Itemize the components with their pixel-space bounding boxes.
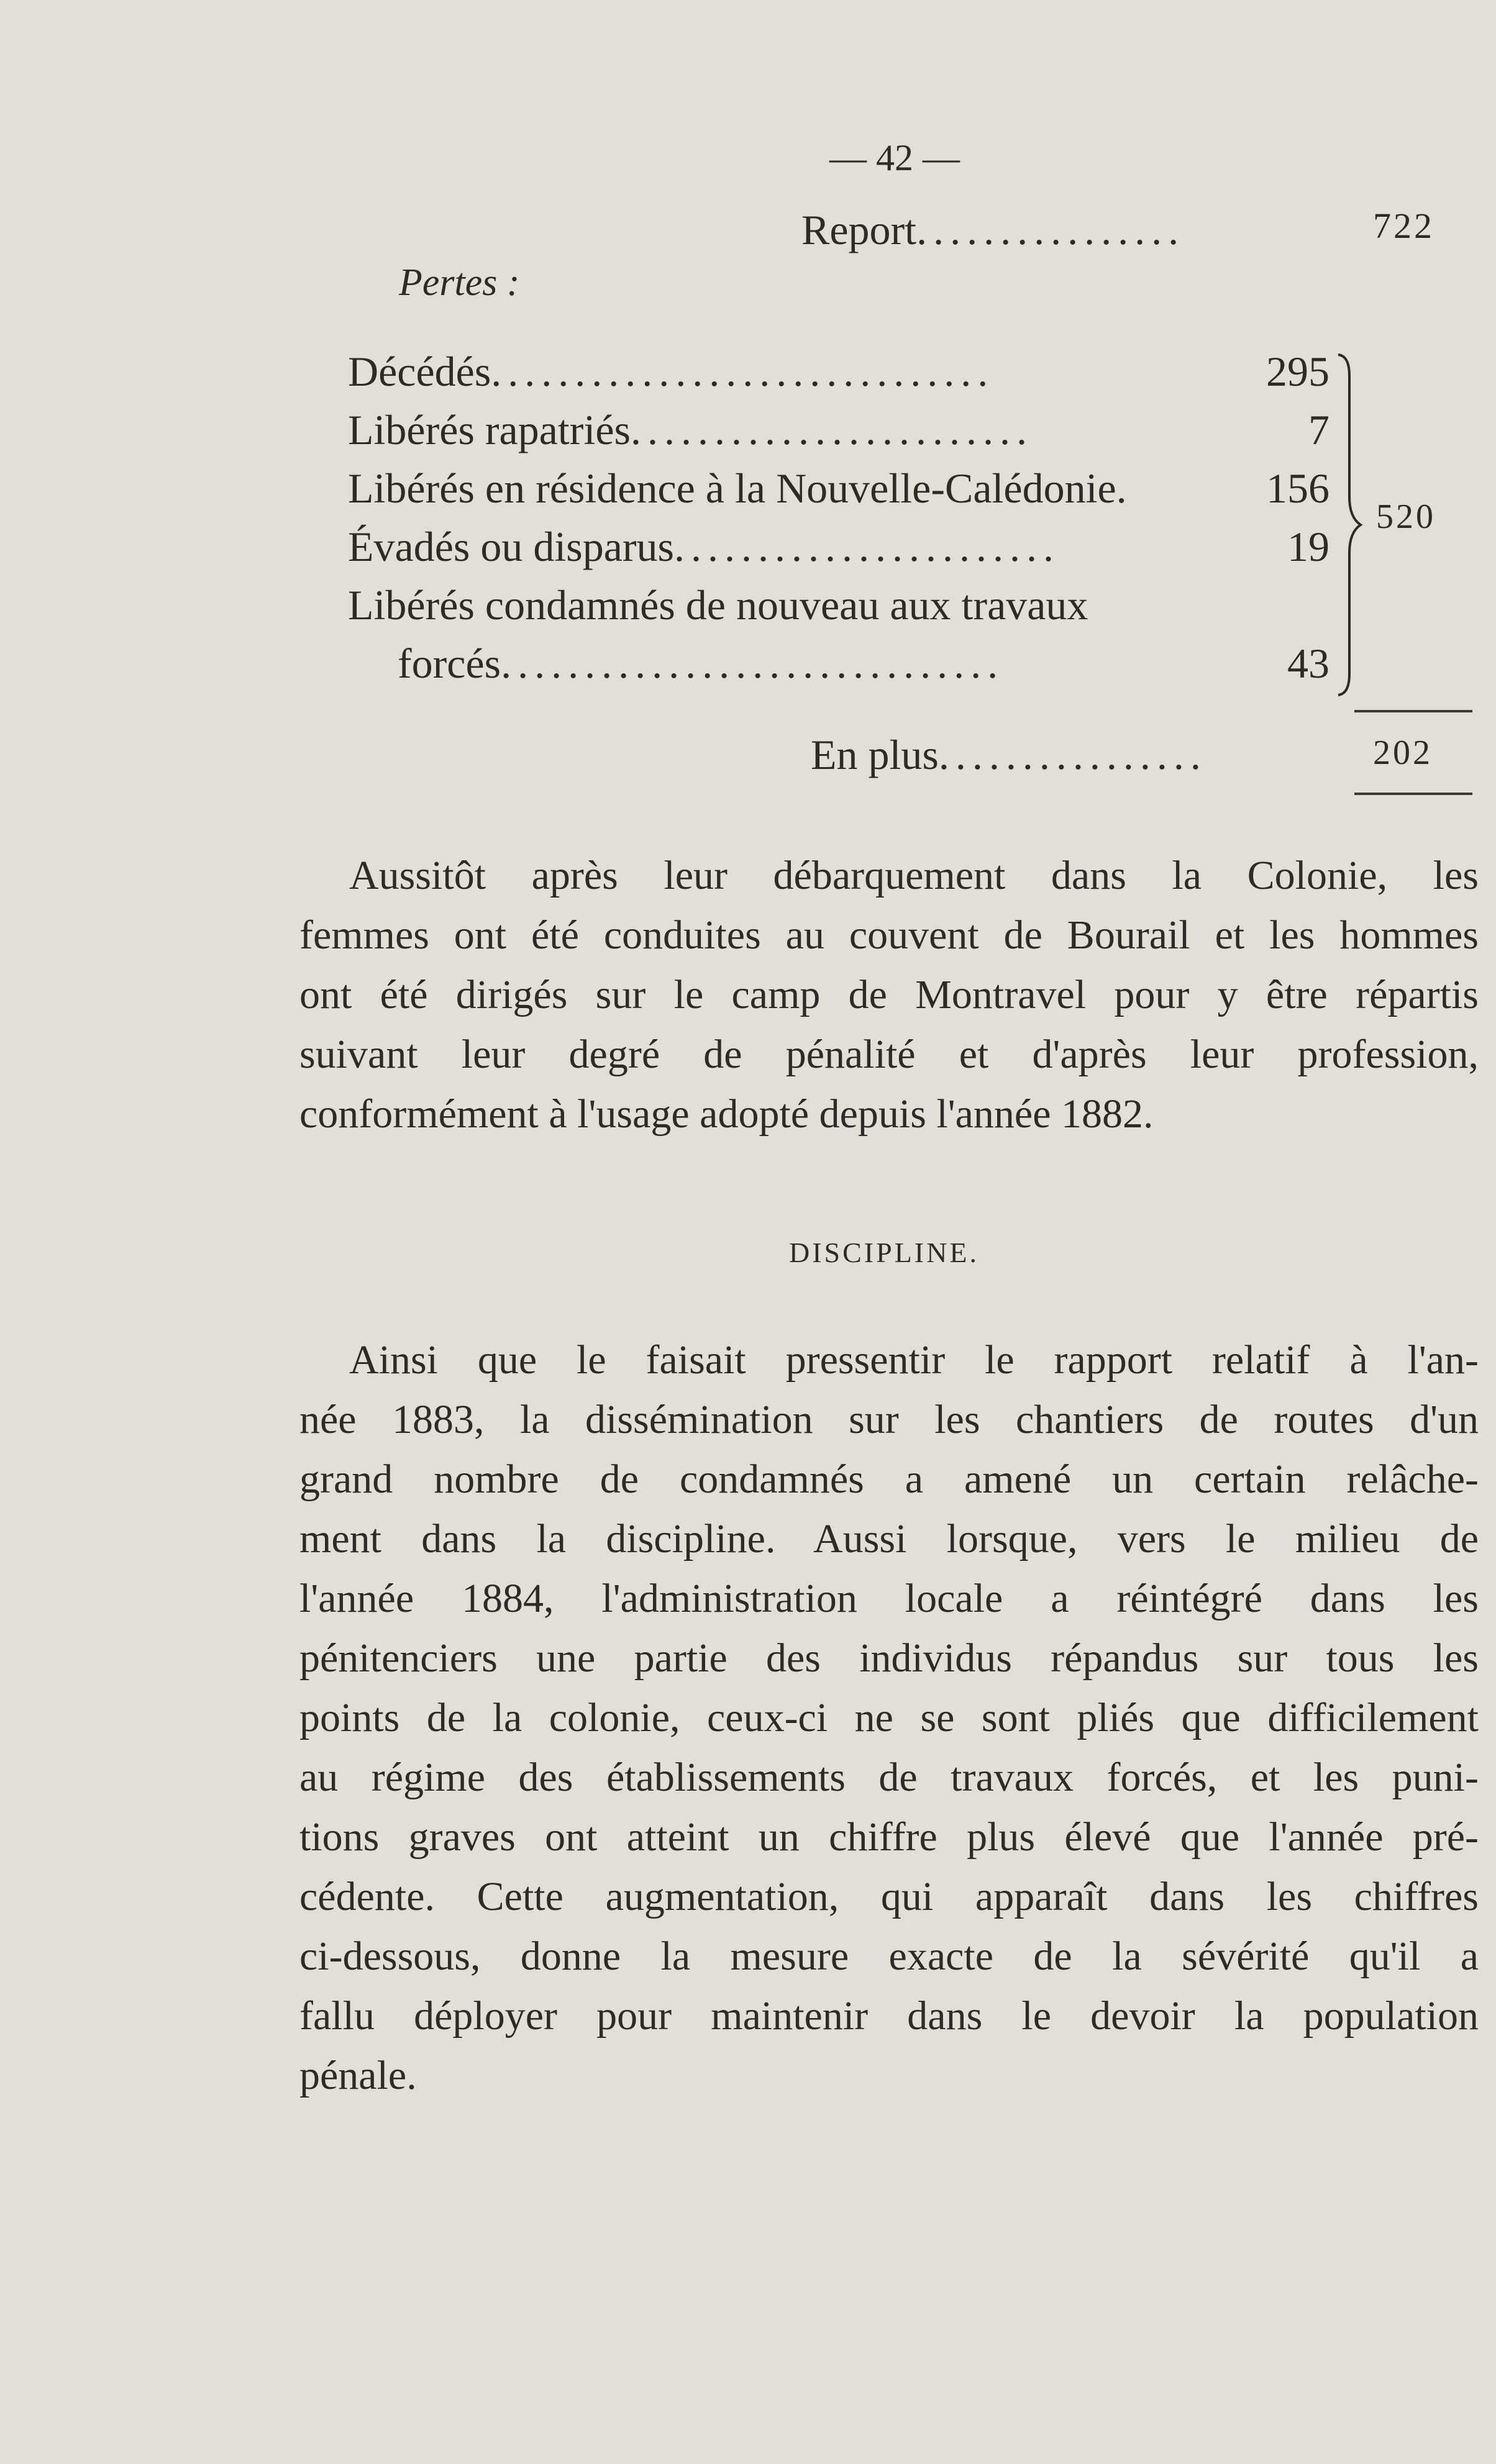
en-plus-value: 202 [1373,734,1433,772]
text-line: ont été dirigés sur le camp de Montravel pour y être répartis [299,972,1479,1017]
text-line: Ainsi que le faisait pressentir le rapport relatif à l'an- [349,1337,1479,1383]
text-line: tions graves ont atteint un chiffre plus élevé que l'année pré- [299,1814,1479,1860]
loss-row-label: Décédés.............................. [348,348,995,395]
text-line: Aussitôt après leur débarquement dans la Colonie, les [349,853,1479,898]
paragraph-discipline [299,1330,1479,2106]
text-line: l'année 1884, l'administration locale a réintégré dans les [299,1576,1479,1621]
sum-rule [1354,793,1472,795]
page-number: — 42 — [829,137,960,178]
loss-row-value: 43 [1287,640,1330,687]
text-line: ci-dessous, donne la mesure exacte de la sévérité qu'il a [299,1934,1479,1979]
sum-rule [1354,710,1472,712]
losses-total: 520 [1376,498,1436,536]
loss-row-value: 7 [1308,406,1330,453]
section-heading: DISCIPLINE. [789,1237,979,1268]
text-line: grand nombre de condamnés a amené un certain relâche- [299,1457,1479,1502]
loss-row-label: Libérés condamnés de nouveau aux travaux [348,581,1088,629]
text-line: cédente. Cette augmentation, qui apparaît dans les chiffres [299,1874,1479,1919]
en-plus-label: En plus................ [811,731,1207,778]
text-line: conformément à l'usage adopté depuis l'année 1882. [299,1091,1154,1137]
text-line: fallu déployer pour maintenir dans le devoir la population [299,1993,1479,2039]
loss-row-value: 295 [1266,348,1330,395]
text-line: pénale. [299,2053,417,2098]
text-line: suivant leur degré de pénalité et d'après leur profession, [299,1032,1479,1077]
text-line: points de la colonie, ceux-ci ne se sont pliés que difficilement [299,1695,1479,1740]
paragraph-arrival [299,846,1479,1144]
loss-row-value: 156 [1266,465,1330,512]
loss-row-label: Libérés rapatriés........................ [348,406,1033,453]
text-line: au régime des établissements de travaux forcés, et les puni- [299,1755,1479,1800]
text-line: ment dans la discipline. Aussi lorsque, vers le milieu de [299,1516,1479,1562]
loss-row-label: forcés.............................. [398,640,1005,687]
curly-brace [1336,351,1373,699]
loss-row-label: Libérés en résidence à la Nouvelle-Calédonie. [348,465,1133,512]
text-line: pénitenciers une partie des individus répandus sur tous les [299,1635,1479,1681]
report-value: 722 [1373,206,1434,246]
loss-row-value: 19 [1287,523,1330,570]
text-line: née 1883, la dissémination sur les chantiers de routes d'un [299,1397,1479,1442]
loss-row-label: Évadés ou disparus....................... [348,523,1060,570]
report-label: Report................ [801,206,1185,253]
text-line: femmes ont été conduites au couvent de Bourail et les hommes [299,912,1479,958]
pertes-label: Pertes : [399,261,520,304]
